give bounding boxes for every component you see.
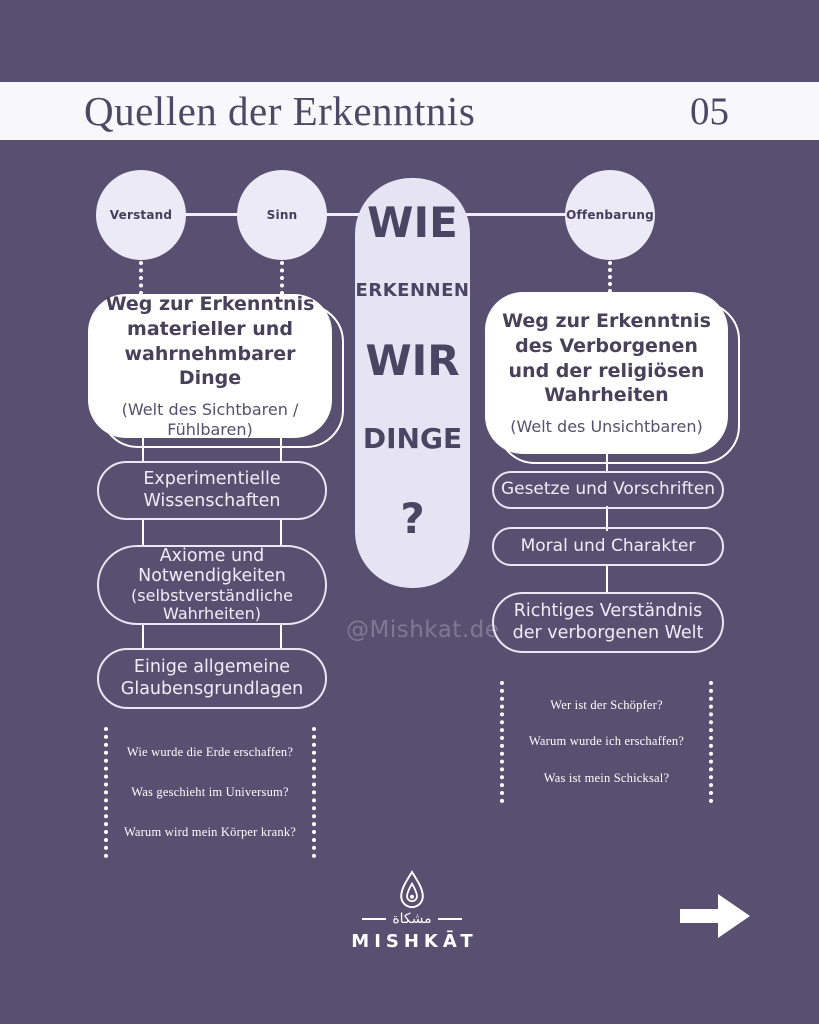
right-item-laws bbox=[492, 471, 724, 509]
card-right-branch bbox=[485, 292, 728, 454]
pill-line: Experimentielle bbox=[143, 468, 281, 489]
pill-line: Einige allgemeine bbox=[133, 656, 291, 677]
pill-line: Moral und Charakter bbox=[520, 535, 696, 556]
brand-logo bbox=[351, 870, 478, 952]
center-word-wie: WIE bbox=[367, 198, 458, 247]
pill-line: Richtiges Verständnis bbox=[513, 600, 703, 621]
connector-sinn-center bbox=[325, 213, 359, 216]
right-branch-subtitle: (Welt des Unsichtbaren) bbox=[510, 416, 703, 436]
connector-line bbox=[280, 623, 282, 650]
right-branch-title: Weg zur Erkenntnis des Verborgenen und der religiösen Wahrheiten bbox=[502, 310, 711, 407]
right-questions-block bbox=[500, 681, 713, 803]
center-word-erkennen: ERKENNEN bbox=[355, 280, 470, 301]
left-item-axioms bbox=[97, 545, 327, 625]
center-question-pill bbox=[355, 178, 470, 588]
left-questions-block bbox=[104, 727, 316, 858]
right-item-morals bbox=[492, 527, 724, 566]
dotted-connector-offenbarung bbox=[608, 261, 612, 293]
question: Wie wurde die Erde erschaffen? bbox=[126, 745, 294, 760]
page-title: Quellen der Erkenntnis bbox=[84, 88, 476, 134]
pill-line: Glaubensgrundlagen bbox=[120, 678, 304, 699]
left-item-experimental-sciences bbox=[97, 461, 327, 520]
left-branch-title: Weg zur Erkenntnis materieller und wahrnehmbarer Dinge bbox=[105, 293, 315, 390]
question: Was geschieht im Universum? bbox=[131, 784, 289, 799]
header-band bbox=[0, 82, 819, 140]
connector-line bbox=[280, 436, 282, 463]
connector-line bbox=[606, 565, 608, 594]
left-item-belief-foundations bbox=[97, 648, 327, 709]
node-sinn-label: Sinn bbox=[266, 208, 298, 222]
right-item-understanding bbox=[492, 592, 724, 653]
connector-line bbox=[142, 436, 144, 463]
dotted-connector-verstand bbox=[139, 261, 143, 295]
card-left-branch bbox=[88, 294, 332, 438]
connector-line bbox=[280, 518, 282, 547]
pill-line: Gesetze und Vorschriften bbox=[500, 479, 716, 500]
dotted-connector-sinn bbox=[280, 261, 284, 295]
brand-arabic-text: مشكاة bbox=[392, 911, 432, 927]
brand-rule-right bbox=[438, 918, 462, 920]
connector-line bbox=[142, 518, 144, 547]
node-offenbarung bbox=[565, 170, 655, 260]
pill-line: Notwendigkeiten bbox=[138, 565, 286, 586]
watermark: @Mishkat.de bbox=[346, 617, 500, 643]
connector-line bbox=[142, 623, 144, 650]
question: Warum wird mein Körper krank? bbox=[123, 824, 297, 839]
question: Was ist mein Schicksal? bbox=[543, 771, 670, 786]
node-sinn bbox=[237, 170, 327, 260]
connector-verstand-sinn bbox=[184, 213, 240, 216]
node-offenbarung-label: Offenbarung bbox=[566, 208, 654, 222]
center-word-dinge: DINGE bbox=[362, 422, 463, 455]
brand-arabic-row bbox=[362, 912, 461, 926]
question: Warum wurde ich erschaffen? bbox=[528, 734, 685, 749]
page-number: 05 bbox=[690, 89, 729, 133]
question: Wer ist der Schöpfer? bbox=[550, 697, 663, 712]
next-arrow-icon[interactable] bbox=[676, 886, 754, 946]
center-question-mark: ? bbox=[400, 494, 425, 543]
pill-line: Wissenschaften bbox=[143, 490, 281, 511]
pill-line: der verborgenen Welt bbox=[512, 622, 704, 643]
pill-note-line: (selbstverständliche bbox=[131, 585, 293, 605]
node-verstand bbox=[96, 170, 186, 260]
left-branch-subtitle: (Welt des Sichtbaren / Fühlbaren) bbox=[121, 399, 299, 439]
center-word-wir: WIR bbox=[365, 336, 460, 385]
pill-note-line: Wahrheiten) bbox=[163, 603, 261, 623]
connector-line bbox=[606, 452, 608, 473]
brand-wordmark: MISHKĀT bbox=[351, 931, 478, 952]
pill-line: Axiome und bbox=[159, 546, 265, 567]
brand-rule-left bbox=[362, 918, 386, 920]
flame-icon bbox=[394, 870, 430, 910]
node-verstand-label: Verstand bbox=[109, 208, 173, 222]
connector-center-offenbarung bbox=[466, 213, 568, 216]
